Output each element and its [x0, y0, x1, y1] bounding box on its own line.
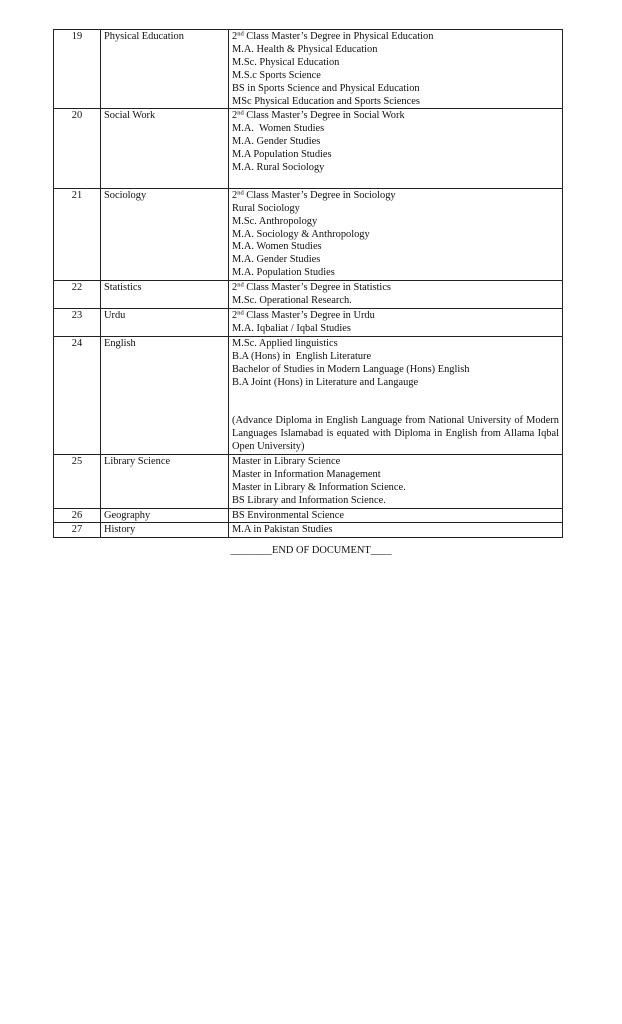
qualification-text: M.A. Women Studies	[232, 123, 325, 135]
qualification-text: M.A. Gender Studies	[232, 254, 321, 266]
qualification-text: M.Sc. Operational Research.	[232, 295, 352, 307]
qualification-text: B.A (Hons) in English Literature	[232, 350, 372, 362]
subject-name: Statistics	[101, 281, 229, 309]
table-row	[54, 523, 563, 538]
qualification-item	[232, 351, 559, 364]
qualification-text: Class Master’s Degree in Urdu	[243, 310, 375, 322]
qualification-text: Rural Sociology	[232, 202, 300, 214]
qualification-text: M.A. Rural Sociology	[232, 162, 325, 174]
qualification-item	[232, 323, 559, 336]
row-number: 26	[54, 508, 101, 523]
blank-line	[232, 389, 559, 402]
qualification-item	[232, 524, 559, 537]
qualification-item	[232, 469, 559, 482]
ordinal-suffix: nd	[237, 281, 244, 289]
qualification-item	[232, 190, 559, 203]
qualification-text: M.A. Iqbaliat / Iqbal Studies	[232, 322, 351, 334]
row-number: 27	[54, 523, 101, 538]
qualification-list	[229, 109, 563, 188]
qualification-text: M.Sc. Applied linguistics	[232, 337, 338, 349]
qualification-item	[232, 495, 559, 508]
qualification-equivalence-table	[53, 29, 563, 538]
subject-name: Social Work	[101, 109, 229, 188]
qualification-text: Class Master’s Degree in Statistics	[243, 282, 391, 294]
qualification-item	[232, 123, 559, 136]
end-of-document: ________END OF DOCUMENT____	[230, 545, 392, 556]
qualification-text: M.A. Sociology & Anthropology	[232, 228, 370, 240]
ordinal-number: 2	[232, 110, 238, 122]
qualification-text: Class Master’s Degree in Physical Education	[243, 31, 434, 42]
qualification-item	[232, 241, 559, 254]
qualification-text: M.A Population Studies	[232, 149, 332, 161]
qualification-item	[232, 364, 559, 377]
qualification-list	[229, 508, 563, 523]
qualification-text: (Advance Diploma in English Language from National University of Modern Languages Islamabad is equated with Diploma in English from Allama Iqbal Open University)	[232, 415, 559, 453]
qualification-list	[229, 523, 563, 538]
qualification-item	[232, 110, 559, 123]
row-number: 20	[54, 109, 101, 188]
qualification-text: Master in Information Management	[232, 468, 381, 480]
table-row	[54, 454, 563, 508]
qualification-text: Master in Library & Information Science.	[232, 481, 406, 493]
row-number: 25	[54, 454, 101, 508]
table-row	[54, 281, 563, 309]
qualification-item	[232, 31, 559, 44]
blank-line	[232, 402, 559, 415]
qualification-text: BS Environmental Science	[232, 509, 344, 521]
row-number: 24	[54, 336, 101, 454]
row-number: 22	[54, 281, 101, 309]
qualification-text: MSc Physical Education and Sports Sciences	[232, 95, 420, 107]
table-row	[54, 508, 563, 523]
qualification-list	[229, 309, 563, 337]
qualification-text: Class Master’s Degree in Social Work	[243, 110, 405, 122]
qualification-item	[232, 229, 559, 242]
ordinal-suffix: nd	[237, 109, 244, 117]
qualification-item	[232, 338, 559, 351]
ordinal-suffix: nd	[237, 309, 244, 317]
qualification-text: M.A. Gender Studies	[232, 136, 321, 148]
ordinal-number: 2	[232, 310, 238, 322]
table-row	[54, 309, 563, 337]
table-row	[54, 336, 563, 454]
ordinal-number: 2	[232, 31, 238, 42]
qualification-item	[232, 267, 559, 280]
table-body	[54, 30, 563, 538]
qualification-item	[232, 254, 559, 267]
subject-name: Library Science	[101, 454, 229, 508]
qualification-list	[229, 30, 563, 109]
qualification-list	[229, 281, 563, 309]
qualification-text: BS Library and Information Science.	[232, 494, 386, 506]
qualification-text: Bachelor of Studies in Modern Language (Hons) English	[232, 363, 470, 375]
qualification-text: M.A in Pakistan Studies	[232, 524, 333, 536]
table-row	[54, 109, 563, 188]
row-number: 23	[54, 309, 101, 337]
qualification-item	[232, 162, 559, 175]
qualification-list	[229, 188, 563, 280]
row-number: 21	[54, 188, 101, 280]
qualification-text: Master in Library Science	[232, 455, 341, 467]
qualification-text: M.A. Health & Physical Education	[232, 43, 378, 55]
qualification-item	[232, 216, 559, 229]
qualification-text: Class Master’s Degree in Sociology	[243, 189, 396, 201]
qualification-item	[232, 44, 559, 57]
table-row	[54, 188, 563, 280]
ordinal-number: 2	[232, 189, 238, 201]
qualification-item	[232, 295, 559, 308]
subject-name: History	[101, 523, 229, 538]
qualification-item	[232, 136, 559, 149]
qualification-item	[232, 83, 559, 96]
qualification-text: M.S.c Sports Science	[232, 69, 321, 81]
qualification-item	[232, 282, 559, 295]
subject-name: Sociology	[101, 188, 229, 280]
table-row	[54, 30, 563, 109]
subject-name: English	[101, 336, 229, 454]
qualification-text: BS in Sports Science and Physical Education	[232, 82, 420, 94]
qualification-item	[232, 203, 559, 216]
qualification-item	[232, 149, 559, 162]
qualification-item	[232, 70, 559, 83]
subject-name: Geography	[101, 508, 229, 523]
blank-line	[232, 175, 559, 188]
qualification-item	[232, 377, 559, 390]
ordinal-number: 2	[232, 282, 238, 294]
qualification-item	[232, 96, 559, 109]
qualification-item	[232, 310, 559, 323]
qualification-item	[232, 510, 559, 523]
qualification-item	[232, 415, 559, 454]
qualification-item	[232, 482, 559, 495]
qualification-text: B.A Joint (Hons) in Literature and Langauge	[232, 376, 419, 388]
row-number: 19	[54, 30, 101, 109]
qualification-list	[229, 336, 563, 454]
qualification-item	[232, 57, 559, 70]
ordinal-suffix: nd	[237, 30, 244, 38]
qualification-item	[232, 456, 559, 469]
qualification-text: M.Sc. Anthropology	[232, 215, 318, 227]
qualification-text: M.A. Population Studies	[232, 267, 335, 279]
ordinal-suffix: nd	[237, 189, 244, 197]
subject-name: Urdu	[101, 309, 229, 337]
qualification-text: M.A. Women Studies	[232, 241, 322, 253]
qualification-text: M.Sc. Physical Education	[232, 56, 340, 68]
subject-name: Physical Education	[101, 30, 229, 109]
qualification-list	[229, 454, 563, 508]
